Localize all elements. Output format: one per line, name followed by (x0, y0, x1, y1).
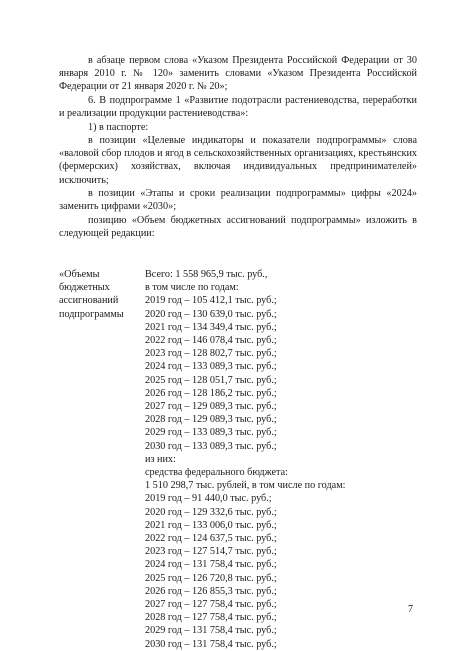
paragraph-subprogram-1: 6. В подпрограмме 1 «Развитие подотрасли растениеводства, переработки и реализации продукции растениеводства»: (59, 95, 417, 120)
budget-line: 2020 год – 130 639,0 тыс. руб.; (145, 308, 277, 320)
budget-line: 2030 год – 133 089,3 тыс. руб.; (145, 440, 277, 452)
budget-line: 2027 год – 127 758,4 тыс. руб.; (145, 599, 277, 611)
budget-line: 1 510 298,7 тыс. рублей, в том числе по годам: (145, 480, 346, 492)
budget-line: 2026 год – 128 186,2 тыс. руб.; (145, 387, 277, 399)
paragraph-budget-position: позицию «Объем бюджетных ассигнований подпрограммы» изложить в следующей редакции: (59, 215, 417, 240)
budget-line: Всего: 1 558 965,9 тыс. руб., (145, 269, 268, 280)
budget-line: 2027 год – 129 089,3 тыс. руб.; (145, 401, 277, 413)
budget-line: в том числе по годам: (145, 282, 239, 294)
budget-line: 2022 год – 146 078,4 тыс. руб.; (145, 335, 277, 347)
page-number: 7 (408, 604, 413, 615)
budget-line: из них: (145, 453, 176, 465)
budget-line: 2025 год – 128 051,7 тыс. руб.; (145, 374, 277, 386)
budget-table-title (59, 268, 144, 321)
budget-line: 2022 год – 124 637,5 тыс. руб.; (145, 533, 277, 545)
budget-line: средства федерального бюджета: (145, 467, 288, 479)
paragraph-amend-decree: в абзаце первом слова «Указом Президента Российской Федерации от 30 января 2010 г. № 120» заменить словами «Указом Президента Российской Федерации от 21 января 2020 г. № 20»; (59, 55, 417, 93)
budget-line: 2028 год – 127 758,4 тыс. руб.; (145, 612, 277, 624)
budget-line: 2024 год – 133 089,3 тыс. руб.; (145, 361, 277, 373)
title-line: подпрограммы (59, 308, 124, 320)
budget-line: 2026 год – 126 855,3 тыс. руб.; (145, 585, 277, 597)
budget-line: 2021 год – 133 006,0 тыс. руб.; (145, 519, 277, 531)
title-line: бюджетных (59, 282, 110, 294)
paragraph-stages: в позиции «Этапы и сроки реализации подпрограммы» цифры «2024» заменить цифрами «2030»; (59, 188, 417, 213)
paragraph-indicators: в позиции «Целевые индикаторы и показатели подпрограммы» слова «валовой сбор плодов и ягод в сельскохозяйственных организациях, крестьянских (фермерских) хозяйствах, включая индивидуальных предпринимателей» исключить; (59, 135, 417, 186)
budget-line: 2023 год – 127 514,7 тыс. руб.; (145, 546, 277, 558)
budget-line: 2019 год – 105 412,1 тыс. руб.; (145, 295, 277, 307)
budget-line: 2030 год – 131 758,4 тыс. руб.; (145, 638, 277, 650)
title-line: ассигнований (59, 295, 119, 307)
budget-line: 2025 год – 126 720,8 тыс. руб.; (145, 572, 277, 584)
budget-line: 2020 год – 129 332,6 тыс. руб.; (145, 506, 277, 518)
budget-line: 2019 год – 91 440,0 тыс. руб.; (145, 493, 272, 505)
budget-line: 2028 год – 129 089,3 тыс. руб.; (145, 414, 277, 426)
budget-line: 2024 год – 131 758,4 тыс. руб.; (145, 559, 277, 571)
paragraph-passport: 1) в паспорте: (88, 122, 149, 133)
budget-line: 2029 год – 133 089,3 тыс. руб.; (145, 427, 277, 439)
budget-line: 2029 год – 131 758,4 тыс. руб.; (145, 625, 277, 637)
budget-table-values (145, 268, 420, 651)
title-line: «Объемы (59, 269, 100, 280)
budget-line: 2023 год – 128 802,7 тыс. руб.; (145, 348, 277, 360)
budget-line: 2021 год – 134 349,4 тыс. руб.; (145, 321, 277, 333)
